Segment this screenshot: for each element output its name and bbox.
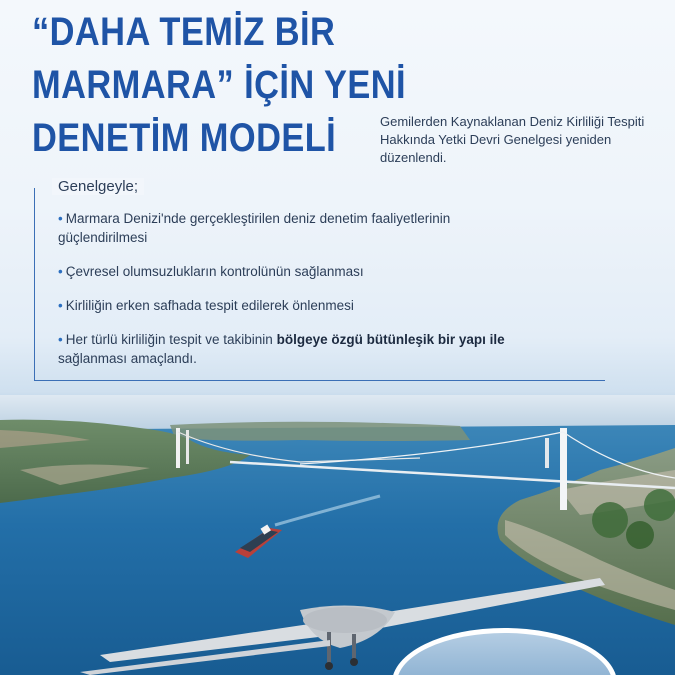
title-line-1: “DAHA TEMİZ BİR [32,10,336,54]
title-line-3: DENETİM MODELİ [32,116,337,160]
page-title [32,6,406,165]
bold-phrase: bölgeye özgü bütünleşik bir yapı ile [276,332,505,347]
far-shore [170,422,470,441]
bullet-icon: • [58,332,63,347]
list-item: • Her türlü kirliliğin tespit ve takibinin bölgeye özgü bütünleşik bir yapı ile sağlanması amaçlandı. [58,332,505,366]
list-item: • Kirliliğin erken safhada tespit edilerek önlenmesi [58,298,354,313]
subtitle: Gemilerden Kaynaklanan Deniz Kirliliği Tespiti Hakkında Yetki Devri Genelgesi yeniden düzenlendi. [380,114,645,165]
list-item: • Çevresel olumsuzlukların kontrolünün sağlanması [58,264,364,279]
title-line-2: MARMARA” İÇİN YENİ [32,63,407,107]
list-heading: Genelgeyle; [52,178,144,195]
bullet-icon: • [58,211,63,226]
bullet-icon: • [58,298,63,313]
bullet-icon: • [58,264,63,279]
list-item: • Marmara Denizi'nde gerçekleştirilen deniz denetim faaliyetlerinin güçlendirilmesi [58,211,451,245]
